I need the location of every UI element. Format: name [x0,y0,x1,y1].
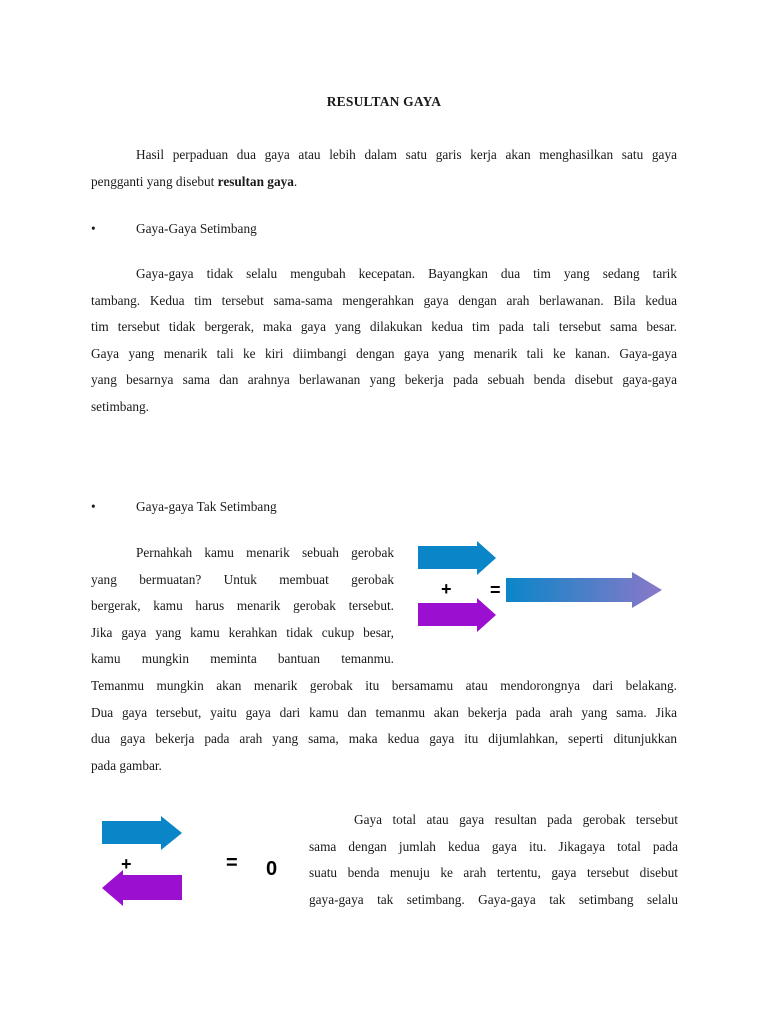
intro-text: pengganti yang disebut [91,173,218,189]
paragraph-line: Dua gaya tersebut, yaitu gaya dari kamu dan temanmu akan bekerja pada arah yang sama. Jika [91,704,677,720]
paragraph-line: Jika gaya yang kamu kerahkan tidak cukup besar, [91,624,394,640]
paragraph-line: tim tersebut tidak bergerak, maka gaya yang dilakukan kedua tim pada tali tersebut sama besar. [91,319,677,335]
paragraph-line: gaya-gaya tak setimbang. Gaya-gaya tak setimbang selalu [309,891,678,907]
section-heading: Gaya-Gaya Setimbang [136,221,257,236]
equals-sign: = [490,580,501,600]
intro-line: Hasil perpaduan dua gaya atau lebih dalam satu garis kerja akan menghasilkan satu gaya [136,147,677,162]
blue-arrow-icon [102,816,182,850]
equals-sign: = [226,852,238,874]
tak-setimbang-full-paragraph [91,673,677,779]
bullet-dot: • [91,221,96,236]
figure-same-direction-forces [410,538,675,642]
paragraph-line: Pernahkah kamu menarik sebuah gerobak [136,545,394,560]
figure-opposite-forces [96,812,296,912]
plus-sign: + [121,854,132,874]
figure-opposite-svg [96,812,296,912]
setimbang-paragraph [91,261,677,421]
paragraph-line: suatu benda menuju ke arah tertentu, gaya tersebut disebut [309,865,678,881]
intro-suffix: . [293,173,298,189]
resultant-arrow-icon [506,572,662,608]
paragraph-line: kamu mungkin meminta bantuan temanmu. [91,651,394,667]
paragraph-line: sama dengan jumlah kedua gaya itu. Jikagaya total pada [309,838,678,854]
purple-arrow-icon [418,598,496,632]
paragraph-line: Gaya total atau gaya resultan pada gerobak tersebut [354,812,678,827]
resultant-paragraph [309,807,678,913]
paragraph-line: Gaya-gaya tidak selalu mengubah kecepatan. Bayangkan dua tim yang sedang tarik [136,266,677,281]
paragraph-line: Gaya yang menarik tali ke kiri diimbangi dengan gaya yang menarik tali ke kanan. Gaya-gaya [91,345,677,361]
tak-setimbang-narrow-paragraph [91,540,394,673]
paragraph-line: yang bermuatan? Untuk membuat gerobak [91,571,394,587]
paragraph-line: yang besarnya sama dan arahnya berlawanan yang bekerja pada sebuah benda disebut gaya-gaya [91,372,677,388]
purple-arrow-icon [102,870,182,906]
paragraph-line: Temanmu mungkin akan menarik gerobak itu bersamamu atau mendorongnya dari belakang. [91,678,677,693]
zero-result: 0 [266,858,278,880]
figure-same-direction-svg [410,538,675,642]
paragraph-line: tambang. Kedua tim tersebut sama-sama mengerahkan gaya dengan arah berlawanan. Bila kedua [91,292,677,308]
paragraph-line: setimbang. [91,398,149,414]
bullet-dot: • [91,499,96,514]
intro-bold-term: resultan gaya [217,173,294,189]
intro-paragraph [91,142,677,195]
section-heading: Gaya-gaya Tak Setimbang [136,499,277,514]
intro-line [91,169,677,196]
paragraph-line: bergerak, kamu harus menarik gerobak tersebut. [91,598,394,614]
paragraph-line: dua gaya bekerja pada arah yang sama, maka kedua gaya itu dijumlahkan, seperti ditunjukkan [91,731,677,747]
paragraph-line: pada gambar. [91,757,162,773]
page-title: RESULTAN GAYA [326,94,442,109]
plus-sign: + [441,579,452,599]
blue-arrow-icon [418,541,496,575]
